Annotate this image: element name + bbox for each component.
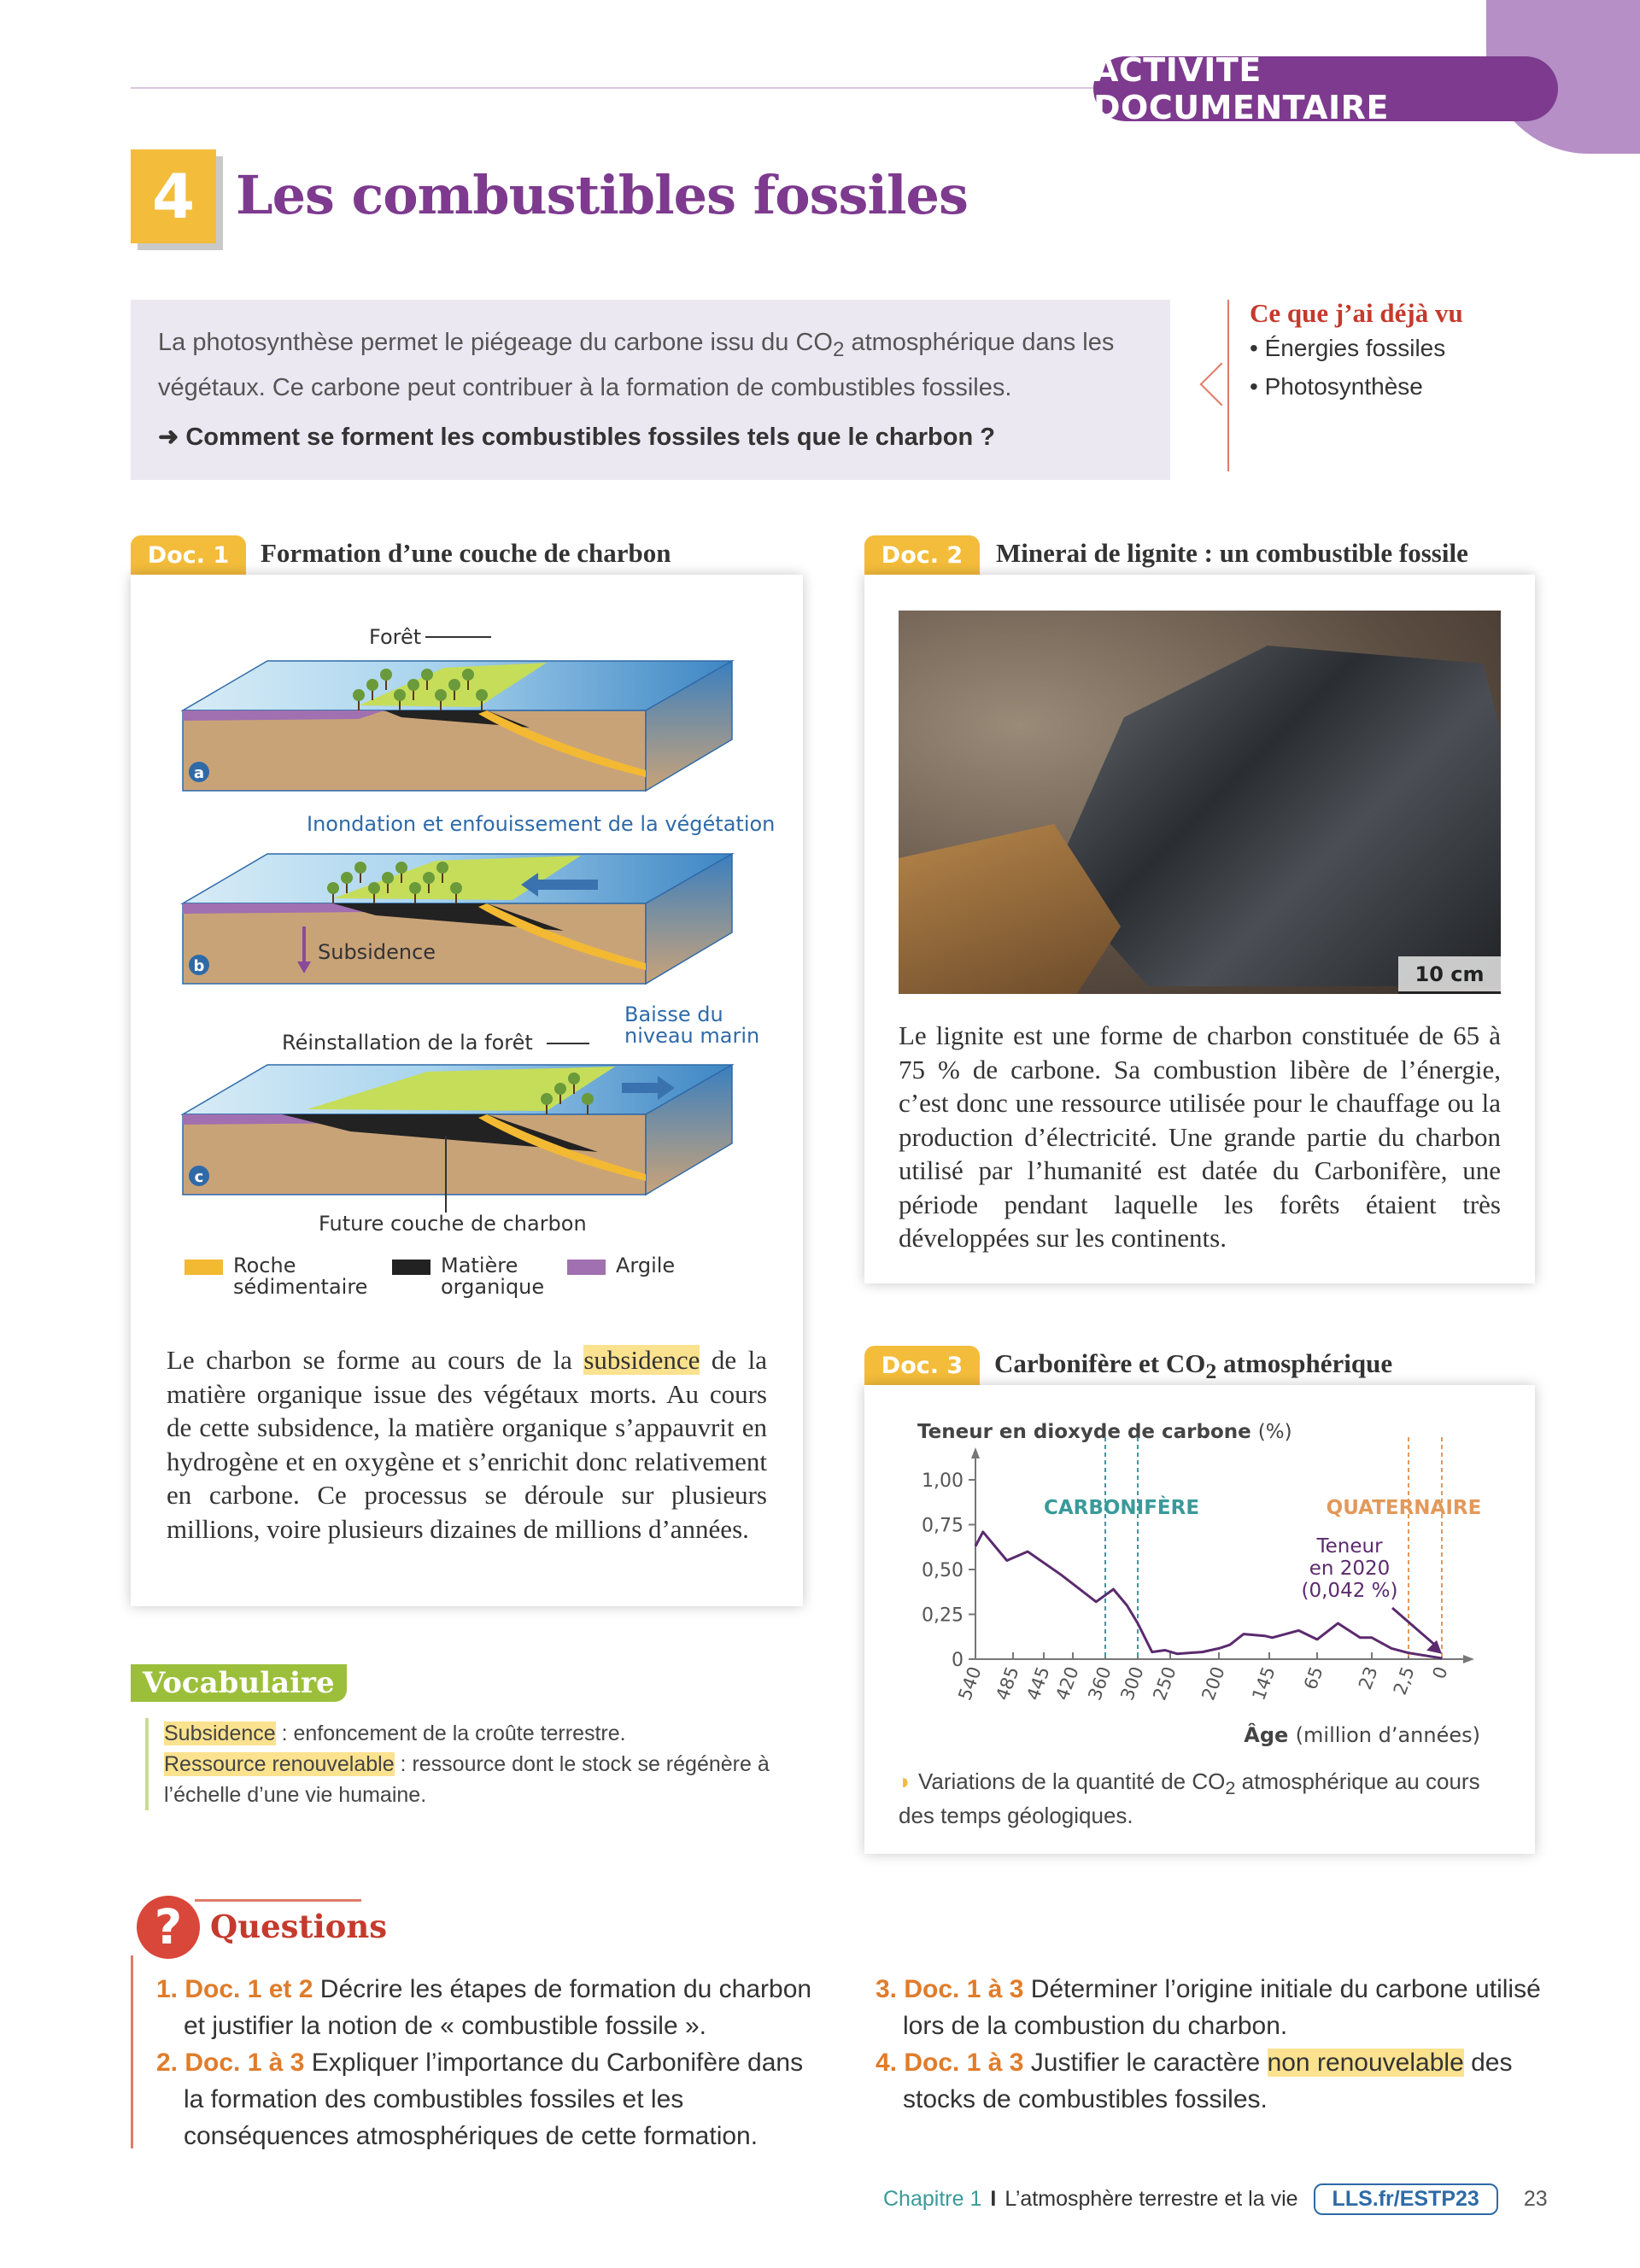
label-inondation: Inondation et enfouissement de la végétation [307,812,776,836]
already-seen-item: • Photosynthèse [1250,373,1423,400]
tree-icon [407,679,419,691]
doc1-text: Le charbon se forme au cours de la subsidence de la matière organique issue des végétaux morts. Au cours de cette subsidence, la matière organique s’appauvrit en hydrogène et en oxygène et s’enrichit donc relativement en carbone. Ce processus se déroule sur plusieurs millions, voire plusieurs dizaines de millions d’années. [167,1345,767,1544]
already-seen [1227,300,1463,471]
annotation-label: (0,042 %) [1301,1580,1398,1602]
question-mark-icon: ? [137,1896,200,1959]
step-label-b: b [193,957,205,975]
footer [883,2183,1548,2215]
page-number: 23 [1523,2187,1548,2211]
doc1-title: Formation d’une couche de charbon [261,538,671,568]
y-tick-label: 0,75 [922,1515,964,1537]
period-label: CARBONIFÈRE [1043,1497,1200,1519]
x-tick-label: 145 [1248,1663,1280,1704]
doc3-title: Carbonifère et $CO_2$ atmosphérique [994,1348,1393,1384]
tree-icon [409,882,421,894]
x-tick-label: 485 [992,1663,1023,1704]
page-title: Les combustibles fossiles [236,164,968,226]
x-tick-label: 420 [1051,1663,1083,1704]
lignite-photo [899,611,1501,994]
legend-label: sédimentaire [233,1275,368,1299]
doc2-title: Minerai de lignite : un combustible fossile [996,538,1468,568]
annotation-arrow [1392,1608,1437,1646]
tree-icon [423,872,435,884]
vocab-item: Ressource renouvelable : ressource dont le stock se régénère à l’échelle d’une vie humaine. [164,1752,770,1807]
legend-label: Argile [616,1254,676,1277]
x-tick-label: 360 [1084,1663,1116,1704]
tree-icon [382,872,394,884]
period-label: QUATERNAIRE [1326,1497,1482,1519]
tree-icon [476,689,488,701]
tree-icon [448,679,460,691]
intro-question: ➜ Comment se forment les combustibles fossiles tels que le charbon ? [158,423,995,451]
co2-chart [864,1385,1535,1752]
tree-icon [450,882,462,894]
tree-icon [436,862,448,874]
legend-swatch-argile [567,1260,606,1275]
legend-swatch-matiere [392,1260,430,1275]
y-tick-label: 0,50 [922,1560,964,1581]
highlight-subsidence: subsidence [583,1345,700,1375]
footer-chapter: Chapitre 1 [883,2187,982,2211]
label-foret: Forêt [369,625,422,649]
label-subsidence: Subsidence [318,940,436,964]
label-future-couche: Future couche de charbon [319,1212,587,1236]
coal-formation-diagram [0,0,854,1332]
y-tick-label: 0 [952,1650,964,1671]
doc3-caption: ◗ Variations de la quantité de $CO_2$ atmosphérique au cours des temps géologiques. [899,1768,1480,1829]
tree-icon [368,882,380,894]
questions-title: Questions [210,1908,388,1945]
doc2-tab: Doc. 2 [864,535,980,575]
questions-rule [195,1899,361,1902]
x-axis-label: Âge (million d’années) [1244,1723,1480,1747]
tree-icon [582,1093,594,1105]
tree-icon [395,862,407,874]
x-tick-label: 65 [1300,1663,1327,1692]
annotation-arrowhead [1426,1640,1442,1654]
doc1-tab: Doc. 1 [131,535,246,575]
y-axis-arrow [971,1447,980,1458]
legend-label: Roche [233,1254,296,1277]
x-tick-label: 300 [1116,1663,1148,1704]
step-label-a: a [193,764,205,782]
footer-separator: I [990,2187,997,2211]
tree-icon [366,679,378,691]
doc2-text: Le lignite est une forme de charbon constituée de 65 à 75 % de carbone. Sa combustion libère de l’énergie, c’est donc une ressource utilisée pour le chauffage ou la production d’électricité. Une grande partie du charbon utilisé par l’humanité est datée du Carbonifère, une période pendant laquelle les forêts étaient très développées sur les continents. [899,1020,1501,1253]
tree-icon [554,1083,566,1095]
tree-icon [435,689,447,701]
x-tick-label: 540 [954,1663,986,1704]
footer-link[interactable]: LLS.fr/ESTP23 [1314,2183,1498,2215]
tree-icon [568,1073,580,1084]
tree-icon [353,689,365,701]
vocab-item: Subsidence : enfoncement de la croûte terrestre. [164,1721,626,1745]
tree-icon [394,689,406,701]
questions-bar [131,1955,133,2148]
tree-icon [380,669,392,681]
label-reinstallation: Réinstallation de la forêt [282,1031,533,1055]
x-tick-label: 0 [1428,1663,1452,1682]
activity-badge: ACTIVITÉ DOCUMENTAIRE [1093,56,1558,121]
x-tick-label: 445 [1022,1663,1054,1704]
tree-icon [462,669,474,681]
tree-icon [354,862,366,874]
tree-icon [327,882,339,894]
question-item: 4. Doc. 1 à 3 Justifier le caractère non renouvelable des stocks de combustibles fossiles. [876,2049,1513,2113]
vocabulary-list [145,1718,794,1810]
tree-icon [341,872,353,884]
tree-icon [541,1093,553,1105]
questions-right [876,1971,1546,2118]
x-tick-label: 2,5 [1389,1663,1419,1698]
doc3-tab: Doc. 3 [864,1346,980,1385]
intro-text: La photosynthèse permet le piégeage du carbone issu du $CO_2$ atmosphérique dans les végétaux. Ce carbone peut contribuer à la formation de combustibles fossiles. [158,329,1115,401]
scale-label: 10 cm [1398,956,1501,994]
question-item: 2. Doc. 1 à 3 Expliquer l’importance du Carbonifère dans la formation des combustibles fossiles et les conséquences atmosphériques de cette formation. [156,2049,804,2150]
annotation-label: Teneur [1316,1535,1383,1558]
step-label-c: c [194,1168,204,1186]
legend-label: Matière [441,1254,518,1277]
x-axis-arrow [1463,1655,1474,1663]
already-seen-title: Ce que j’ai déjà vu [1250,298,1463,328]
vocabulary-title: Vocabulaire [131,1664,347,1702]
footer-title: L’atmosphère terrestre et la vie [1004,2187,1298,2211]
x-tick-label: 200 [1198,1663,1229,1704]
label-niveau-marin: niveau marin [624,1024,760,1048]
question-item: 1. Doc. 1 et 2 Décrire les étapes de formation du charbon et justifier la notion de « combustible fossile ». [156,1975,812,2040]
tree-icon [421,669,433,681]
question-item: 3. Doc. 1 à 3 Déterminer l’origine initiale du carbone utilisé lors de la combustion du charbon. [876,1975,1541,2040]
y-tick-label: 1,00 [922,1470,964,1492]
y-tick-label: 0,25 [922,1605,964,1627]
questions-left [156,1971,823,2154]
activity-number: 4 [131,149,216,243]
label-baisse: Baisse du [624,1002,723,1026]
annotation-label: en 2020 [1309,1558,1391,1580]
already-seen-item: • Énergies fossiles [1250,335,1446,361]
y-axis-label: Teneur en dioxyde de carbone (%) [917,1421,1292,1443]
legend-label: organique [441,1275,545,1299]
x-tick-label: 250 [1149,1663,1180,1704]
x-tick-label: 23 [1355,1663,1382,1692]
legend-swatch-roche [184,1260,223,1275]
